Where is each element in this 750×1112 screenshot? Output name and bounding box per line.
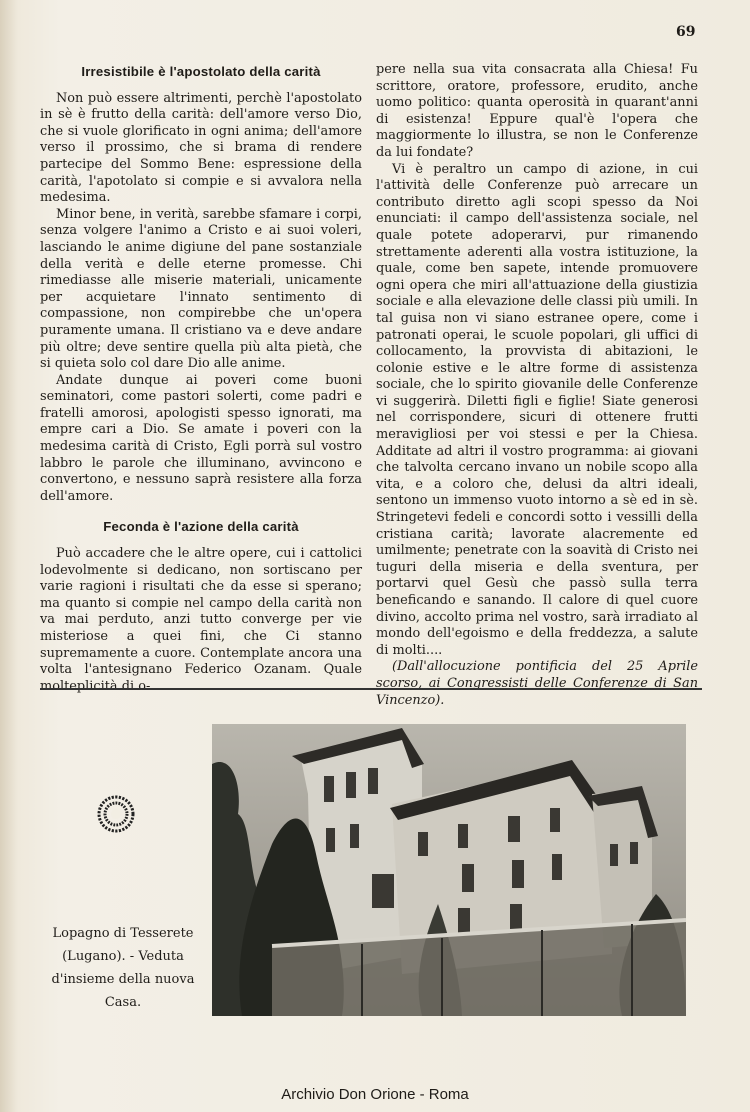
left-column bbox=[40, 62, 362, 695]
caption-line: Casa. bbox=[104, 995, 142, 1010]
section1-title: Irresistibile è l'apostolato della carità bbox=[81, 64, 321, 79]
caption-line: d'insieme della nuova bbox=[51, 972, 195, 987]
caption-line: Lopagno di Tesserete bbox=[52, 926, 194, 941]
section2-paragraph: Può accadere che le altre opere, cui i cattolici lodevolmente si dedicano, non sortiscano per varie ragioni i risultati che da esse si sperano; ma quanto si compie nel campo della carità non va mai perduto, anzi tutto converge per vie misteriose a quei fini, che Ci stanno supremamente a cuore. Contemplate ancora una volta l'antesignano Federico Ozanam. Quale molteplicità di o- bbox=[40, 546, 362, 694]
photo-caption bbox=[44, 922, 202, 1014]
section2-continuation: pere nella sua vita consacrata alla Chiesa! Fu scrittore, oratore, professore, erudito, anche uomo politico: quanta operosità in quarant'anni di esistenza! Eppure qual'è l'opera che maggiormente lo illustra, se non le Conferenze da lui fondate? bbox=[376, 62, 698, 160]
citation: (Dall'allocuzione pontificia del 25 Aprile scorso, ai Congressisti delle Conferenze di San Vincenzo). bbox=[376, 659, 698, 708]
radial-emblem-icon bbox=[94, 792, 138, 836]
section1-paragraph: Andate dunque ai poveri come buoni seminatori, come pastori solerti, come padri e fratelli amorosi, apologisti spesso ignorati, ma empre cari a Dio. Se amate i poveri con la medesima carità di Cristo, Egli porrà sul vostro labbro le parole che illuminano, avvincono e convertono, e nessuno saprà resistere alla forza dell'amore. bbox=[40, 372, 362, 504]
section1-paragraph: Non può essere altrimenti, perchè l'apostolato in sè è frutto della carità: dell'amore verso Dio, che si vuole glorificato in ogni anima; dell'amore verso il prossimo, che si brama di rendere partecipe del Sommo Bene: espressione della carità, l'apotolato si compie e si avvalora nella medesima. bbox=[40, 90, 362, 206]
divider bbox=[40, 688, 702, 690]
right-column bbox=[376, 62, 698, 709]
page-number: 69 bbox=[676, 24, 696, 40]
building-photo bbox=[212, 724, 686, 1016]
section2-paragraph: Vi è peraltro un campo di azione, in cui l'attività delle Conferenze può arrecare un contributo diretto agli scopi spesso da Noi enunciati: il campo dell'assistenza sociale, nel quale potete adoperarvi, pur rimanendo strettamente aderenti alla vostra istituzione, la quale, come ben sapete, intende promuovere ogni opera che miri all'attuazione della giustizia sociale e alla elevazione delle classi più umili. In tal guisa non vi siano estranee opere, come i patronati operai, le scuole popolari, gli uffici di collocamento, la provvista di abitazioni, le colonie estive e le altre forme di assistenza sociale, che lo spirito giovanile delle Conferenze vi suggerirà. Diletti figli e figlie! Siate generosi nel corrispondere, sicuri di ottenere frutti meravigliosi per voi stessi e per la Chiesa. Additate ad altri il vostro programma: ai giovani che talvolta cercano invano un nobile scopo alla vita, e a coloro che, delusi da altri ideali, sentono un immenso vuoto intorno a sè ed in sè. Stringetevi fedeli e concordi sotto i vessilli della cristiana carità; lavorate alacremente ed umilmente; penetrate con la soavità di Cristo nei tuguri della miseria e della sventura, per portarvi quel Gesù che passò sulla terra beneficando e sanando. Il calore di quel cuore divino, accolto prima nel vostro, sarà irradiato al mondo dell'egoismo e della freddezza, a salute di molti.... bbox=[376, 161, 698, 658]
caption-line: (Lugano). - Veduta bbox=[62, 949, 184, 964]
archive-footer: Archivio Don Orione - Roma bbox=[281, 1086, 469, 1103]
section2-title: Feconda è l'azione della carità bbox=[103, 519, 299, 535]
section1-paragraph: Minor bene, in verità, sarebbe sfamare i corpi, senza volgere l'animo a Cristo e ai suoi voleri, lasciando le anime digiune del pane sostanziale della verità e delle eterne promesse. Chi rimediasse alle miserie materiali, unicamente per acquietare l'innato sentimento di compassione, non compirebbe che un'opera puramente umana. Il cristiano va e deve andare più oltre; deve sentire quella più alta pietà, che si quieta solo col dare Dio alle anime. bbox=[40, 206, 362, 372]
